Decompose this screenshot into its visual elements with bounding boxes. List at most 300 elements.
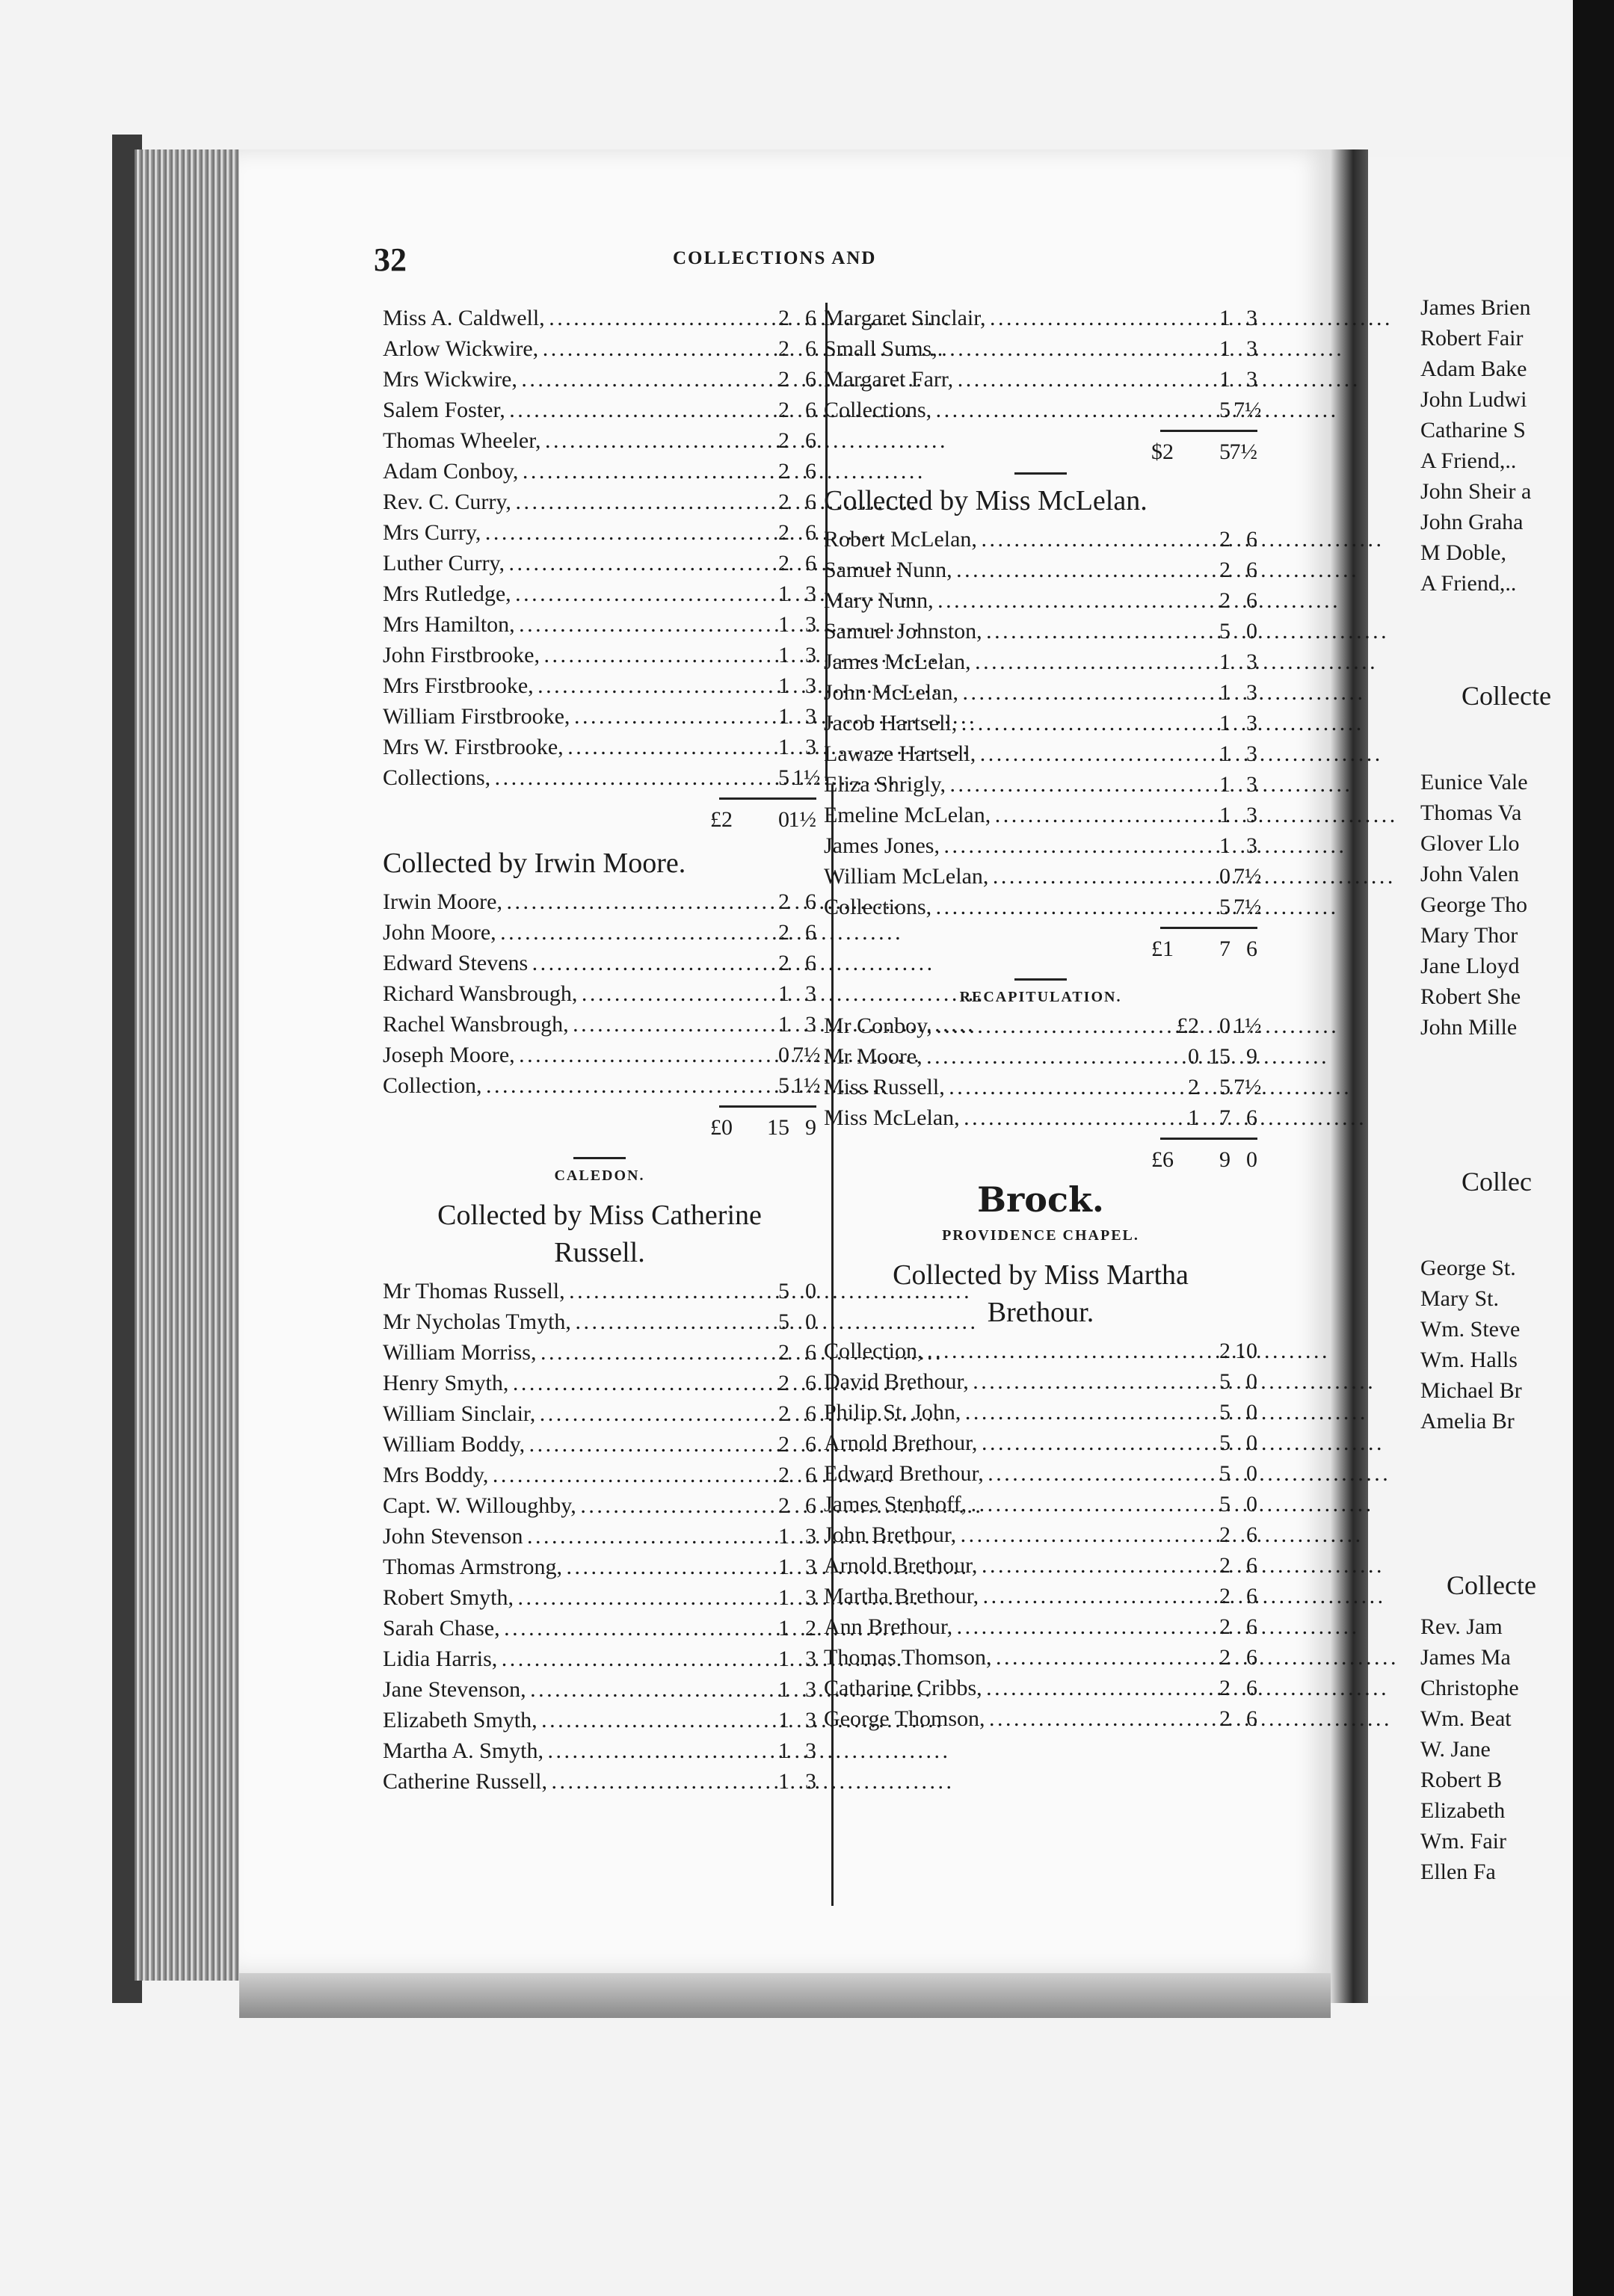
contributor-row: [383, 456, 816, 487]
contributor-name: Capt. W. Willoughby, . . .: [383, 1490, 734, 1521]
right-page-line: Elizabeth: [1420, 1798, 1506, 1823]
contributor-name: John McLelan, . . .: [824, 677, 1175, 708]
contributor-row: [824, 738, 1257, 769]
total-pounds: £0: [710, 1115, 733, 1140]
amount-pence: 3: [805, 1677, 816, 1702]
collector-heading: Collected by Miss Catherine: [437, 1200, 762, 1231]
amount-shillings: 2: [1219, 527, 1230, 552]
contributor-row: [383, 701, 816, 732]
contributor-row: [824, 1550, 1257, 1581]
sum-rule: [1160, 927, 1257, 929]
contributor-row: [383, 1460, 816, 1490]
contributor-name: Thomas Wheeler, . . .: [383, 425, 734, 456]
amount-pence: 3: [805, 673, 816, 698]
right-page-line: A Friend,..: [1420, 448, 1517, 473]
amount-pence: 2: [805, 1616, 816, 1641]
amount-shillings: 2: [778, 1493, 789, 1518]
collector-heading-cont: Russell.: [554, 1237, 645, 1268]
contributor-row: [824, 1703, 1257, 1734]
contributor-row: [383, 1490, 816, 1521]
total-shillings: 5: [1219, 439, 1230, 464]
contributor-list: [383, 886, 821, 1101]
total-pounds: £1: [1151, 936, 1174, 961]
amount-shillings: 1: [1219, 741, 1230, 766]
amount-pence: 7½: [792, 1043, 821, 1067]
contributor-row: [383, 762, 821, 793]
amount-shillings: 1: [778, 643, 789, 667]
right-page-line: Jane Lloyd: [1420, 954, 1520, 978]
right-page-line: M Doble,: [1420, 540, 1506, 565]
contributor-name: Thomas Thomson, . . .: [824, 1642, 1175, 1673]
contributor-row: [383, 1398, 816, 1429]
contributor-row: [383, 1613, 816, 1644]
contributor-row: [383, 978, 816, 1009]
right-page-line: John Graha: [1420, 510, 1524, 534]
contributor-name: Mary Nunn, . . .: [824, 585, 1175, 616]
contributor-row: [824, 1366, 1257, 1397]
amount-shillings: 1: [778, 612, 789, 637]
amount-pence: 3: [1246, 649, 1257, 674]
amount-pence: 7½: [1233, 864, 1262, 889]
contributor-name: Robert McLelan, . . .: [824, 524, 1175, 555]
contributor-row: [383, 578, 816, 609]
collector-heading: Collected by Miss McLelan.: [824, 485, 1148, 516]
total-pence: 9: [805, 1115, 816, 1140]
right-page-line: James Brien: [1420, 295, 1531, 320]
amount-pence: 6: [1246, 558, 1257, 582]
amount-shillings: 2: [1219, 558, 1230, 582]
amount-pence: 0: [805, 1279, 816, 1303]
chapel-name: PROVIDENCE CHAPEL.: [942, 1227, 1139, 1244]
contributor-row: [824, 892, 1262, 922]
contributor-name: Salem Foster, . . .: [383, 395, 734, 425]
contributor-row: [383, 1644, 816, 1674]
total-pounds: £6: [1151, 1147, 1174, 1172]
contributor-row: [824, 1519, 1257, 1550]
amount-pence: 7½: [1233, 398, 1262, 422]
contributor-name: John Brethour, . . .: [824, 1519, 1175, 1550]
contributor-name: Mrs Hamilton, . . .: [383, 609, 734, 640]
amount-shillings: 2: [778, 490, 789, 514]
amount-shillings: 1: [778, 1708, 789, 1732]
amount-pence: 3: [805, 1708, 816, 1732]
amount-shillings: 1: [778, 981, 789, 1006]
contributor-name: Sarah Chase, . . .: [383, 1613, 734, 1644]
sum-rule: [1160, 430, 1257, 432]
contributor-name: Joseph Moore, . . .: [383, 1040, 734, 1070]
amount-pence: 6: [805, 1371, 816, 1395]
amount-pence: 6: [1246, 1105, 1257, 1130]
amount-shillings: 2: [778, 398, 789, 422]
amount-pence: 6: [1246, 1614, 1257, 1639]
amount-shillings: 5: [1219, 895, 1230, 919]
sum-rule: [719, 1105, 816, 1108]
amount-pence: 6: [805, 920, 816, 945]
amount-pence: 9: [1246, 1044, 1257, 1069]
right-page-line: Rev. Jam: [1420, 1614, 1503, 1639]
contributor-name: Mrs Wickwire, . . .: [383, 364, 734, 395]
amount-pence: 0: [1246, 1492, 1257, 1516]
total-shillings: 9: [1219, 1147, 1230, 1172]
contributor-row: [824, 1489, 1257, 1519]
contributor-row: [383, 333, 816, 364]
contributor-name: Lawaze Hartsell, . . .: [824, 738, 1175, 769]
contributor-row: [383, 425, 816, 456]
amount-shillings: 2: [1219, 588, 1230, 613]
amount-shillings: 2: [1219, 1553, 1230, 1578]
total-pounds: £2: [710, 807, 733, 832]
total-line: [383, 1111, 816, 1145]
amount-shillings: 5: [778, 1309, 789, 1334]
amount-pence: 0: [1246, 1369, 1257, 1394]
contributor-list: [824, 303, 1262, 425]
contributor-name: Mrs Rutledge, . . .: [383, 578, 734, 609]
amount-shillings: 2: [778, 520, 789, 545]
contributor-name: George Thomson, . . .: [824, 1703, 1175, 1734]
total-shillings: 0: [778, 807, 789, 832]
recapitulation-title: RECAPITULATION.: [959, 989, 1122, 1005]
amount-pence: 1½: [792, 1073, 821, 1098]
total-pence: 7½: [1229, 439, 1257, 464]
total-line: [383, 803, 816, 837]
contributor-name: Catherine Russell, . . .: [383, 1766, 734, 1797]
amount-shillings: 2: [1219, 1706, 1230, 1731]
amount-shillings: 1: [778, 1769, 789, 1794]
contributor-name: William Morriss, . . .: [383, 1337, 734, 1368]
amount-shillings: 1: [1219, 336, 1230, 361]
amount-shillings: 5: [778, 1073, 789, 1098]
contributor-row: [383, 1582, 816, 1613]
amount-shillings: 2: [778, 551, 789, 575]
contributor-name: Samuel Nunn, . . .: [824, 555, 1175, 585]
amount-pence: 3: [1246, 367, 1257, 392]
contributor-name: Luther Curry, . . .: [383, 548, 734, 578]
amount-pence: 6: [1246, 1706, 1257, 1731]
recapitulation-list: [824, 1010, 1262, 1133]
contributor-list: [824, 524, 1262, 922]
amount-pence: 6: [1246, 588, 1257, 613]
amount-shillings: 5: [1219, 1461, 1230, 1486]
contributor-name: Rachel Wansbrough, . . .: [383, 1009, 734, 1040]
amount-pence: 6: [805, 1401, 816, 1426]
contributor-name: Arnold Brethour, . . .: [824, 1428, 1175, 1458]
amount-pence: 3: [1246, 711, 1257, 735]
right-page-line: James Ma: [1420, 1645, 1511, 1670]
contributor-row: [383, 1429, 816, 1460]
contributor-row: [824, 1458, 1257, 1489]
page-bottom-shadow: [239, 1973, 1331, 2018]
amount-pence: 3: [1246, 833, 1257, 858]
total-line: [824, 435, 1257, 469]
running-head: COLLECTIONS AND: [673, 248, 877, 268]
amount-shillings: 2: [778, 367, 789, 392]
contributor-row: [383, 1337, 816, 1368]
amount-pence: 6: [805, 306, 816, 330]
amount-pence: 1½: [1233, 1013, 1262, 1038]
contributor-name: Henry Smyth, . . .: [383, 1368, 734, 1398]
amount-shillings: 1: [778, 735, 789, 759]
total-pence: 0: [1246, 1147, 1257, 1172]
recap-row: [824, 1041, 1257, 1072]
contributor-row: [824, 646, 1257, 677]
amount-pence: 6: [805, 951, 816, 975]
amount-shillings: 1: [1219, 803, 1230, 827]
amount-pence: 6: [805, 1432, 816, 1457]
amount-pence: 3: [805, 1012, 816, 1037]
amount-pence: 1½: [792, 765, 821, 790]
total-pounds: $2: [1151, 439, 1174, 464]
amount-shillings: 5: [1219, 1431, 1230, 1455]
amount-shillings: 1: [778, 1012, 789, 1037]
total-shillings: 7: [1219, 936, 1230, 961]
contributor-row: [824, 1581, 1257, 1611]
contributor-row: [383, 917, 816, 948]
contributor-name: Mr Nycholas Tmyth, . . .: [383, 1306, 734, 1337]
amount-pence: 6: [805, 336, 816, 361]
amount-pence: 6: [1246, 1553, 1257, 1578]
contributor-row: [824, 333, 1257, 364]
amount-shillings: 5: [778, 765, 789, 790]
right-page-line: Amelia Br: [1420, 1409, 1515, 1434]
amount-pence: 6: [805, 398, 816, 422]
contributor-row: [383, 1009, 816, 1040]
contributor-name: John Firstbrooke, . . .: [383, 640, 734, 670]
amount-pence: 6: [805, 520, 816, 545]
collector-heading-cont: Brethour.: [987, 1297, 1094, 1328]
amount-pence: 3: [1246, 803, 1257, 827]
contributor-row: [383, 1552, 816, 1582]
amount-shillings: 1: [1219, 833, 1230, 858]
amount-shillings: 5: [1219, 619, 1230, 644]
amount-shillings: 2: [778, 459, 789, 484]
right-page-line: W. Jane: [1420, 1737, 1491, 1762]
contributor-name: James Jones, . . .: [824, 830, 1175, 861]
contributor-row: [383, 395, 816, 425]
amount-pounds: 0: [1188, 1044, 1199, 1069]
amount-shillings: 1: [778, 581, 789, 606]
amount-shillings: 2: [1219, 1584, 1230, 1608]
right-page-line: Wm. Fair: [1420, 1829, 1506, 1854]
contributor-row: [824, 800, 1257, 830]
amount-shillings: 0: [1219, 1013, 1230, 1038]
amount-shillings: 2: [1219, 1522, 1230, 1547]
right-page-line: Robert She: [1420, 984, 1521, 1009]
contributor-name: Margaret Farr, . . .: [824, 364, 1175, 395]
right-page-line: Glover Llo: [1420, 831, 1520, 856]
amount-shillings: 2: [778, 1371, 789, 1395]
contributor-list: [824, 1336, 1257, 1734]
amount-pence: 7½: [1233, 1075, 1262, 1099]
amount-pence: 0: [1246, 1400, 1257, 1425]
contributor-name: David Brethour, . . .: [824, 1366, 1175, 1397]
amount-pence: 3: [805, 735, 816, 759]
contributor-name: John Stevenson . . .: [383, 1521, 734, 1552]
amount-shillings: 1: [778, 1585, 789, 1610]
amount-shillings: 1: [778, 1524, 789, 1549]
contributor-name: Mrs W. Firstbrooke, . . .: [383, 732, 734, 762]
contributor-name: William Firstbrooke, . . .: [383, 701, 734, 732]
contributor-row: [383, 1674, 816, 1705]
right-page-line: Mary Thor: [1420, 923, 1518, 948]
contributor-name: Small Sums, . . .: [824, 333, 1175, 364]
contributor-name: Martha Brethour, . . .: [824, 1581, 1175, 1611]
contributor-row: [824, 524, 1257, 555]
contributor-name: Margaret Sinclair, . . .: [824, 303, 1175, 333]
amount-shillings: 1: [778, 704, 789, 729]
contributor-row: [824, 555, 1257, 585]
amount-pence: 3: [805, 581, 816, 606]
amount-pence: 6: [1246, 1676, 1257, 1700]
contributor-row: [824, 585, 1257, 616]
right-page-line: Robert Fair: [1420, 326, 1524, 351]
contributor-name: John Moore, . . .: [383, 917, 734, 948]
amount-pence: 3: [1246, 680, 1257, 705]
page-number: 32: [374, 241, 407, 278]
contributor-row: [383, 1735, 816, 1766]
contributor-row: [383, 517, 816, 548]
amount-pence: 3: [1246, 741, 1257, 766]
section-rule: [1014, 472, 1067, 475]
right-page-line: Wm. Beat: [1420, 1706, 1512, 1731]
right-page-line: Thomas Va: [1420, 800, 1522, 825]
right-page-line: George Tho: [1420, 892, 1528, 917]
contributor-name: James Stenhoff, . . .: [824, 1489, 1175, 1519]
right-page-line: Adam Bake: [1420, 357, 1527, 381]
right-page-line: Eunice Vale: [1420, 770, 1528, 794]
collector-heading: Collecte: [1461, 681, 1551, 711]
contributor-name: Collection, . . .: [383, 1070, 734, 1101]
amount-pence: 6: [1246, 1645, 1257, 1670]
amount-pence: 6: [1246, 1584, 1257, 1608]
amount-shillings: 2: [778, 951, 789, 975]
right-page-line: A Friend,..: [1420, 571, 1517, 596]
amount-shillings: 2: [778, 428, 789, 453]
contributor-name: William Boddy, . . .: [383, 1429, 734, 1460]
contributor-row: [824, 1673, 1257, 1703]
total-shillings: 15: [767, 1115, 789, 1140]
amount-shillings: 2: [1219, 1614, 1230, 1639]
contributor-row: [824, 677, 1257, 708]
contributor-row: [824, 769, 1257, 800]
amount-shillings: 5: [1219, 1400, 1230, 1425]
amount-pence: 6: [805, 490, 816, 514]
amount-pence: 3: [805, 643, 816, 667]
contributor-row: [383, 1766, 816, 1797]
section-rule: [573, 1157, 626, 1159]
contributor-row: [383, 1521, 816, 1552]
amount-shillings: 5: [1219, 398, 1230, 422]
amount-shillings: 5: [778, 1279, 789, 1303]
contributor-name: Miss A. Caldwell, . . .: [383, 303, 734, 333]
place-heading: Brock.: [977, 1179, 1104, 1220]
section-place: CALEDON.: [554, 1167, 645, 1184]
amount-shillings: 15: [1208, 1044, 1230, 1069]
amount-shillings: 2: [778, 889, 789, 914]
total-pence: 1½: [788, 807, 816, 832]
contributor-row: [383, 1705, 816, 1735]
contributor-name: Arnold Brethour, . . .: [824, 1550, 1175, 1581]
contributor-name: James McLelan, . . .: [824, 646, 1175, 677]
contributor-row: [383, 303, 816, 333]
collector-heading: Collected by Miss Martha: [893, 1259, 1189, 1291]
amount-shillings: 1: [778, 1738, 789, 1763]
amount-pence: 3: [805, 1769, 816, 1794]
amount-shillings: 2: [778, 1463, 789, 1487]
right-page-line: Catharine S: [1420, 418, 1526, 442]
contributor-name: Lidia Harris, . . .: [383, 1644, 734, 1674]
contributor-name: Edward Stevens . . .: [383, 948, 734, 978]
amount-shillings: 2: [1219, 1645, 1230, 1670]
contributor-row: [383, 1368, 816, 1398]
contributor-name: Martha A. Smyth, . . .: [383, 1735, 734, 1766]
amount-shillings: 2: [778, 1340, 789, 1365]
amount-pence: 3: [805, 1524, 816, 1549]
contributor-name: Mr Thomas Russell, . . .: [383, 1276, 734, 1306]
amount-pence: 6: [805, 1493, 816, 1518]
collector-heading: Collec: [1461, 1167, 1532, 1197]
contributor-row: [824, 830, 1257, 861]
right-page-line: George St.: [1420, 1256, 1516, 1280]
amount-pence: 3: [805, 981, 816, 1006]
amount-pence: 6: [805, 428, 816, 453]
right-page-line: Michael Br: [1420, 1378, 1522, 1403]
amount-shillings: 2: [778, 306, 789, 330]
amount-pence: 3: [1246, 306, 1257, 330]
contributor-row: [824, 861, 1262, 892]
contributor-name: Mr Conboy, . . .: [824, 1010, 1093, 1041]
amount-pence: 3: [805, 1647, 816, 1671]
recap-row: [824, 1010, 1262, 1041]
amount-pence: 0: [1246, 1431, 1257, 1455]
contributor-name: Mrs Boddy, . . .: [383, 1460, 734, 1490]
contributor-name: Samuel Johnston, . . .: [824, 616, 1175, 646]
contributor-row: [383, 548, 816, 578]
contributor-row: [383, 1040, 821, 1070]
right-page-line: Mary St.: [1420, 1286, 1499, 1311]
right-page-line: John Sheir a: [1420, 479, 1532, 504]
contributor-name: Collections, . . .: [824, 395, 1175, 425]
amount-shillings: 7: [1219, 1105, 1230, 1130]
contributor-row: [383, 1276, 816, 1306]
recap-row: [824, 1072, 1262, 1102]
amount-shillings: 1: [778, 1555, 789, 1579]
amount-pounds: £2: [1177, 1013, 1199, 1038]
contributor-row: [824, 303, 1257, 333]
amount-pence: 6: [1246, 527, 1257, 552]
amount-pence: 7½: [1233, 895, 1262, 919]
contributor-name: Edward Brethour, . . .: [824, 1458, 1175, 1489]
contributor-name: Miss McLelan, . . .: [824, 1102, 1093, 1133]
amount-shillings: 1: [1219, 680, 1230, 705]
amount-shillings: 2: [778, 1432, 789, 1457]
contributor-row: [383, 1306, 816, 1337]
amount-shillings: 1: [1219, 649, 1230, 674]
amount-pence: 3: [1246, 336, 1257, 361]
collector-heading: Collecte: [1447, 1570, 1536, 1600]
amount-pence: 10: [1235, 1339, 1257, 1363]
contributor-name: Collection, . . .: [824, 1336, 1175, 1366]
contributor-name: Eliza Shrigly, . . .: [824, 769, 1175, 800]
amount-shillings: 1: [1219, 367, 1230, 392]
contributor-name: Richard Wansbrough, . . .: [383, 978, 734, 1009]
amount-shillings: 1: [778, 1647, 789, 1671]
contributor-row: [383, 670, 816, 701]
right-page-line: Robert B: [1420, 1768, 1503, 1792]
contributor-name: Adam Conboy, . . .: [383, 456, 734, 487]
amount-shillings: 5: [1219, 1369, 1230, 1394]
amount-shillings: 5: [1219, 1075, 1230, 1099]
amount-pence: 3: [805, 704, 816, 729]
